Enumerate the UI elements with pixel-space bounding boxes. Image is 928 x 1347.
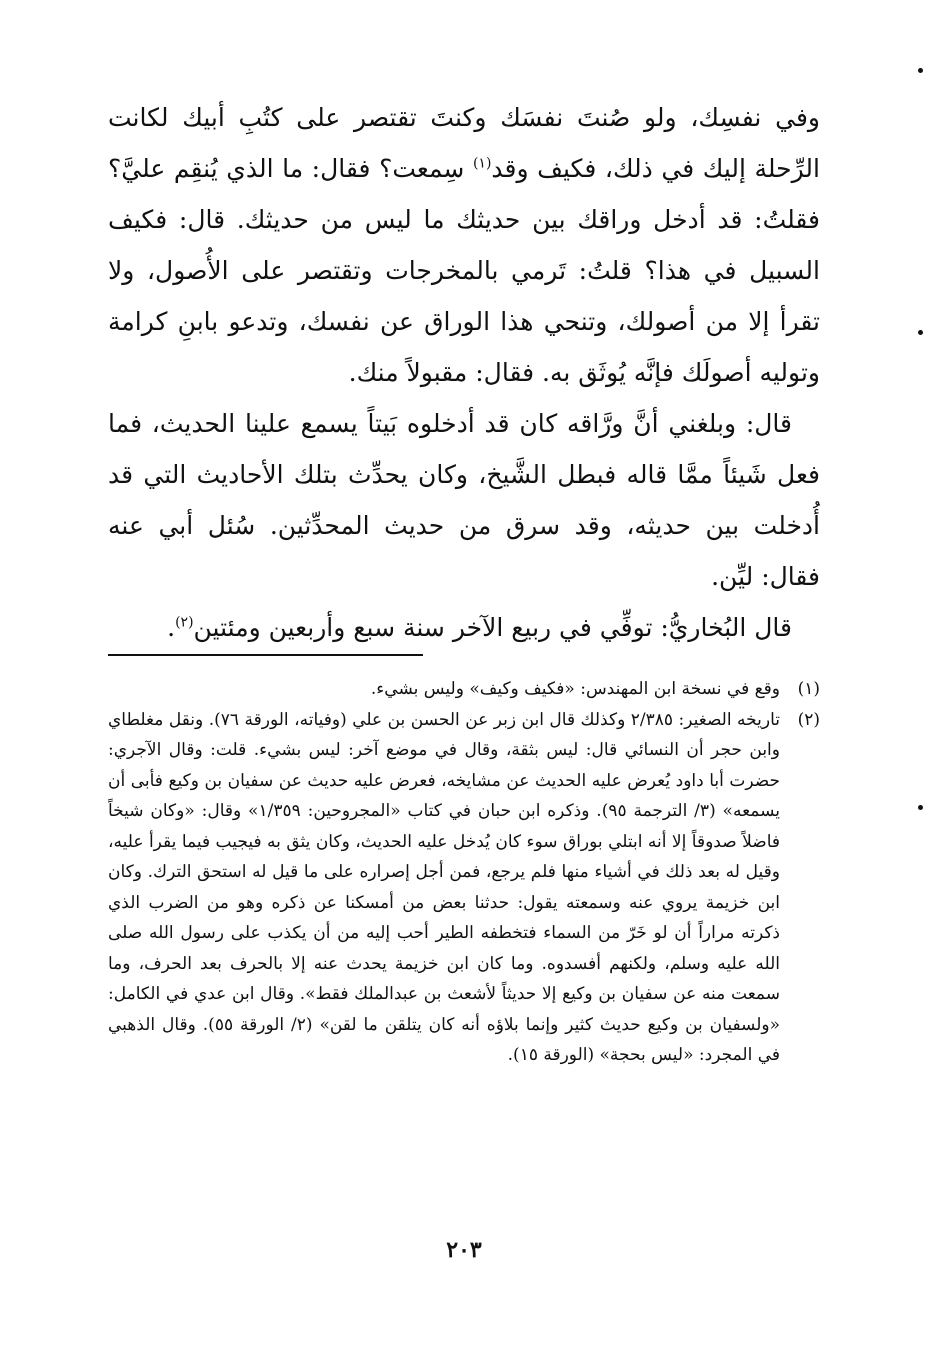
footnotes [108, 674, 820, 1071]
footnote-1 [108, 674, 820, 705]
paragraph-1 [108, 92, 820, 398]
scan-mark [918, 805, 923, 810]
footnote-2 [108, 705, 820, 1071]
footnote-number: (٢) [797, 709, 820, 730]
paragraph-3 [108, 602, 820, 653]
footnote-text: تاريخه الصغير: ٢/٣٨٥ وكذلك قال ابن زبر عن الحسن بن علي (وفياته، الورقة ٧٦). ونقل مغلطاي وابن حجر أن النسائي قال: ليس بثقة، وقال في موضع آخر: ليس بشيء. قلت: وقال الآجري: حضرت أبا داود يُعرض عليه الحديث عن مشايخه، فعرض عليه حديث عن سفيان بن وكيع فأبى أن يسمعه» (٣/ الترجمة ٩٥). وذكره ابن حبان في كتاب «المجروحين: ١/٣٥٩» وقال: «وكان شيخاً فاضلاً صدوقاً إلا أنه ابتلي بوراق سوء كان يُدخل عليه الحديث، وكان يثق به فيجيب فيما يقرأ عليه، وقيل له بعد ذلك في أشياء منها فلم يرجع، فمن أجل إصراره على ما قيل له استحق الترك. وكان ابن خزيمة يروي عنه وسمعته يقول: حدثنا بعض من أمسكنا عن ذكره وهو من الضرب الذي ذكرته مراراً أن لو خَرّ من السماء فتخطفه الطير أحب إليه من أن يكذب على رسول الله صلى الله عليه وسلم، ولكنهم أفسدوه. وما كان ابن خزيمة يحدث عنه إلا بالحرف بعد الحرف، وما سمعت منه عن سفيان بن وكيع إلا حديثاً لأشعث بن عبدالملك فقط». وقال ابن عدي في الكامل: «ولسفيان بن وكيع حديث كثير وإنما بلاؤه أنه كان يتلقن ما لقن» (٢/ الورقة ٥٥). وقال الذهبي في المجرد: «ليس بحجة» (الورقة ١٥). [108, 709, 780, 1065]
footnote-ref-2: (٢) [175, 614, 194, 631]
paragraph-3-end: . [167, 613, 176, 642]
paragraph-2: قال: وبلغني أنَّ ورَّاقه كان قد أدخلوه بَيتاً يسمع علينا الحديث، فما فعل شَيئاً ممَّا قاله فبطل الشَّيخ، وكان يحدِّث بتلك الأحاديث التي قد أُدخلت بين حديثه، وقد سرق من حديث المحدِّثين. سُئل أبي عنه فقال: ليِّن. [108, 409, 820, 591]
scan-mark [918, 330, 923, 335]
footnote-text: وقع في نسخة ابن المهندس: «فكيف وكيف» وليس بشيء. [370, 679, 780, 699]
footnote-separator [108, 654, 423, 656]
paragraph-1-text: وفي نفسِك، ولو صُنتَ نفسَك وكنتَ تقتصر على كتُبِ أبيك لكانت الرِّحلة إليك في ذلك، فكيف وقد [108, 103, 820, 183]
footnote-ref-1: (١) [472, 155, 492, 172]
paragraph-1-text-continued: سِمعت؟ فقال: ما الذي يُنقِم عليَّ؟ فقلتُ: قد أدخل وراقك بين حديثك ما ليس من حديثك. قال: فكيف السبيل في هذا؟ قلتُ: تَرمي بالمخرجات وتقتصر على الأُصول، ولا تقرأ إلا من أصولك، وتنحي هذا الوراق عن نفسك، وتدعو بابنِ كرامة وتوليه أصولَك فإنَّه يُوثَق به. فقال: مقبولاً منك. [108, 154, 820, 387]
scan-mark [918, 68, 923, 73]
main-text [108, 92, 820, 653]
paragraph-3-text: قال البُخاريُّ: توفِّي في ربيع الآخر سنة سبع وأربعين ومئتين [193, 613, 792, 642]
page-number: ٢٠٣ [446, 1237, 482, 1263]
footnote-number: (١) [797, 679, 820, 699]
